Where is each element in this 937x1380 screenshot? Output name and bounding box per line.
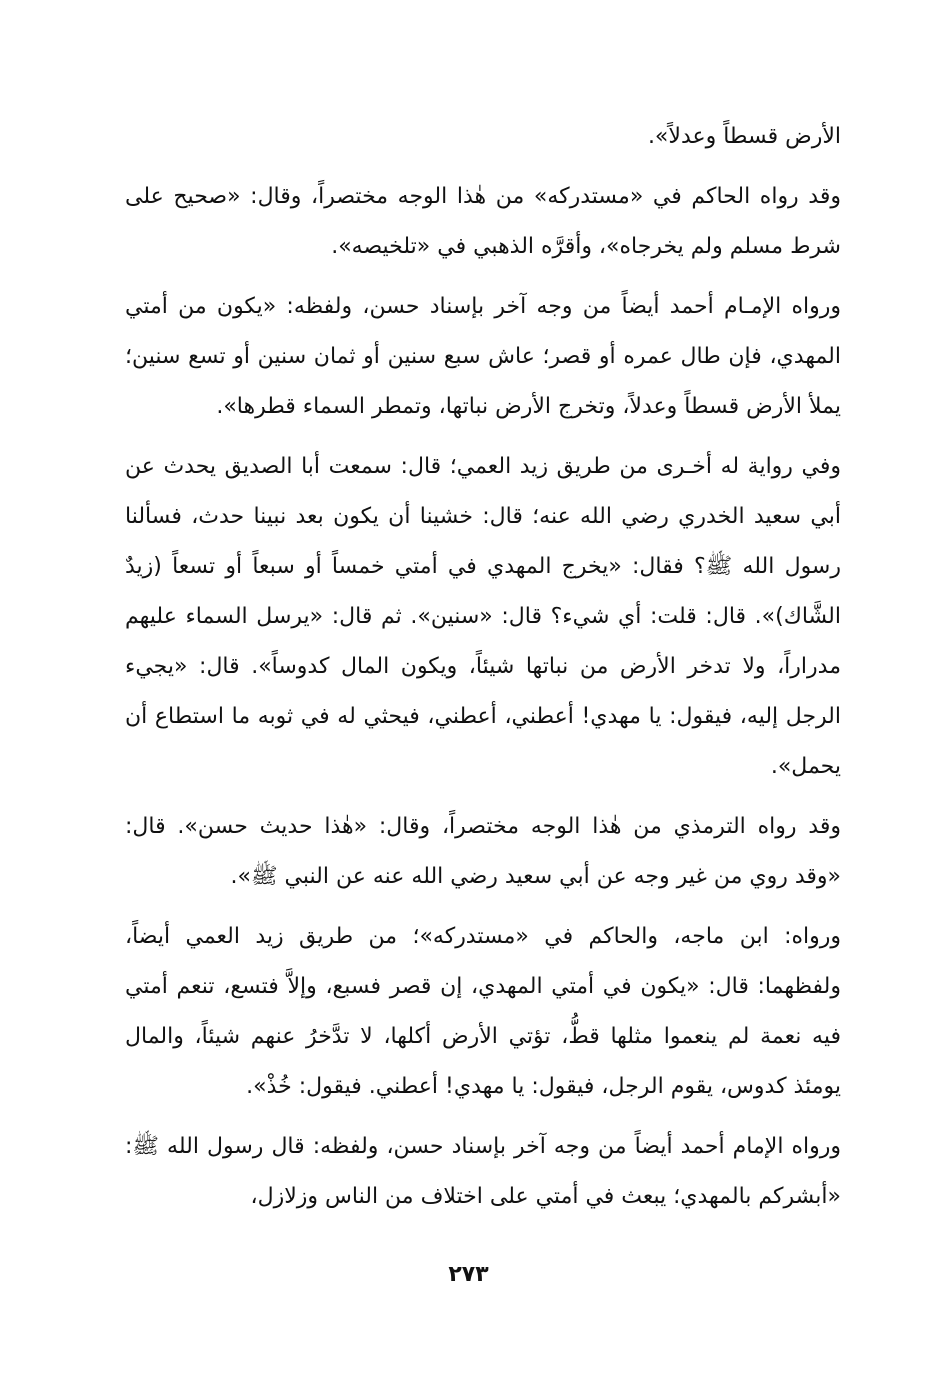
page-number: ٢٧٣	[448, 1262, 489, 1287]
paragraph-continuation: الأرض قسطاً وعدلاً».	[647, 124, 841, 149]
paragraph-tirmidhi: وقد رواه الترمذي من هٰذا الوجه مختصراً، وقال: «هٰذا حديث حسن». قال: «وقد روي من غير وجه عن أبي سعيد رضي الله عنه عن النبي ﷺ».	[125, 814, 841, 889]
paragraph-hakim-mustadrak: وقد رواه الحاكم في «مستدركه» من هٰذا الوجه مختصراً، وقال: «صحيح على شرط مسلم ولم يخرجاه»، وأقرَّه الذهبي في «تلخيصه».	[125, 184, 841, 259]
paragraph-ahmad-bushra: ورواه الإمام أحمد أيضاً من وجه آخر بإسناد حسن، ولفظه: قال رسول الله ﷺ: «أبشركم بالمهدي؛ يبعث في أمتي على اختلاف من الناس وزلازل،	[125, 1134, 841, 1209]
paragraph-ahmad-hasan: ورواه الإمـام أحمد أيضاً من وجه آخر بإسناد حسن، ولفظه: «يكون من أمتي المهدي، فإن طال عمره أو قصر؛ عاش سبع سنين أو ثمان سنين أو تسع سنين؛ يملأ الأرض قسطاً وعدلاً، وتخرج الأرض نباتها، وتمطر السماء قطرها».	[125, 294, 841, 419]
paragraph-ibn-majah: ورواه: ابن ماجه، والحاكم في «مستدركه»؛ من طريق زيد العمي أيضاً، ولفظهما: قال: «يكون في أمتي المهدي، إن قصر فسبع، وإلاَّ فتسع، تنعم أمتي فيه نعمة لم ينعموا مثلها قطُّ، تؤتي الأرض أكلها، لا تدَّخرُ عنهم شيئاً، والمال يومئذ كدوس، يقوم الرجل، فيقول: يا مهدي! أعطني. فيقول: خُذْ».	[125, 924, 841, 1099]
page-body	[125, 112, 841, 1222]
paragraph-zayd-al-ammi: وفي رواية له أخـرى من طريق زيد العمي؛ قال: سمعت أبا الصديق يحدث عن أبي سعيد الخدري رضي الله عنه؛ قال: خشينا أن يكون بعد نبينا حدث، فسألنا رسول الله ﷺ؟ فقال: «يخرج المهدي في أمتي خمساً أو سبعاً أو تسعاً (زيدٌ الشَّاك)». قال: قلت: أي شيء؟ قال: «سنين». ثم قال: «يرسل السماء عليهم مدراراً، ولا تدخر الأرض من نباتها شيئاً، ويكون المال كدوساً». قال: «يجيء الرجل إليه، فيقول: يا مهدي! أعطني، أعطني، فيحثي له في ثوبه ما استطاع أن يحمل».	[125, 454, 841, 779]
